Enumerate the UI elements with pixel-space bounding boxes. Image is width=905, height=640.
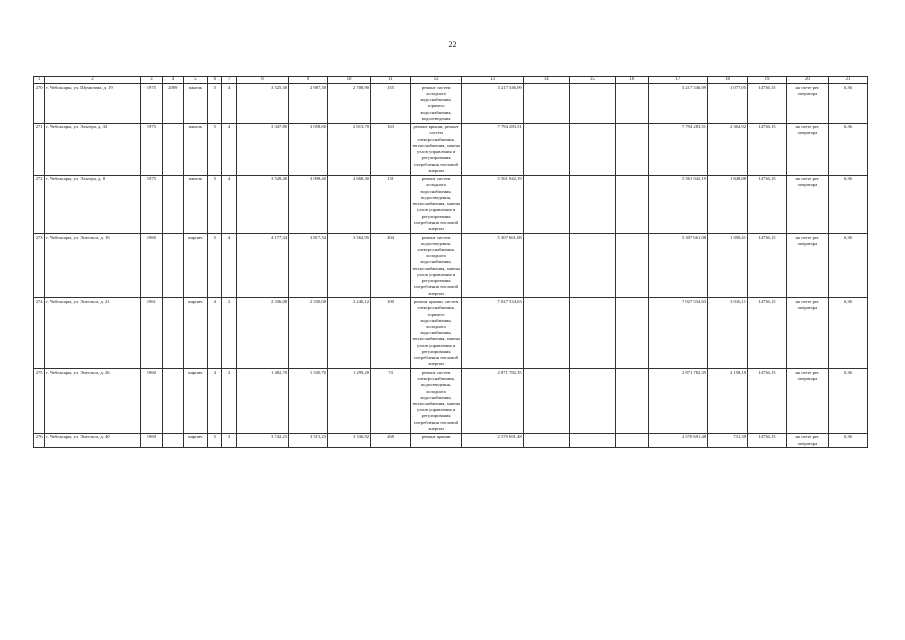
cell-cost-budget-republic bbox=[569, 369, 615, 434]
column-header: 12 bbox=[410, 77, 461, 84]
cell-wall-material: панель bbox=[183, 84, 208, 124]
cell-private-area: 2 668,30 bbox=[328, 175, 371, 233]
cell-work-types: ремонт систем водоотведения, электроснабжения, холодного водоснабжения, теплоснабжения, замена узлов управления и регулирования потребления тепловой энергии bbox=[410, 233, 461, 298]
cell-floors: 4 bbox=[208, 369, 222, 434]
cell-residents: 268 bbox=[371, 433, 411, 448]
cell-year-repair bbox=[163, 233, 183, 298]
cell-wall-material: кирпич bbox=[183, 298, 208, 369]
table-row bbox=[34, 369, 868, 434]
cell-cost-fund bbox=[523, 123, 569, 175]
cell-private-area: 3 336,92 bbox=[328, 433, 371, 448]
cell-address: г. Чебоксары, ул. Шумилова, д. 19 bbox=[45, 84, 140, 124]
table-row bbox=[34, 84, 868, 124]
cell-private-area: 3 562,95 bbox=[328, 233, 371, 298]
cell-private-area: 1 299,20 bbox=[328, 369, 371, 434]
cell-year-built: 1961 bbox=[140, 298, 163, 369]
cell-year-repair bbox=[163, 123, 183, 175]
cell-entrances: 3 bbox=[222, 433, 236, 448]
cell-private-area: 2 246,12 bbox=[328, 298, 371, 369]
cell-entrances: 2 bbox=[222, 298, 236, 369]
cell-rate: 6,36 bbox=[828, 233, 867, 298]
cell-rate: 6,36 bbox=[828, 175, 867, 233]
cell-cost-fund bbox=[523, 433, 569, 448]
cell-work-types: ремонт систем электроснабжения, водоотведения, холодного водоснабжения, теплоснабжения, замена узлов управления и регулирования потребления тепловой энергии bbox=[410, 369, 461, 434]
cell-entrances: 2 bbox=[222, 369, 236, 434]
cell-cost-budget-municipal bbox=[615, 433, 648, 448]
cell-year-built: 1975 bbox=[140, 84, 163, 124]
cell-cost-budget-municipal bbox=[615, 233, 648, 298]
cell-wall-material: кирпич bbox=[183, 233, 208, 298]
cell-limit-cost: 14736,15 bbox=[748, 433, 787, 448]
column-header: 14 bbox=[523, 77, 569, 84]
cell-year-built: 1969 bbox=[140, 433, 163, 448]
cell-residents: 74 bbox=[371, 369, 411, 434]
column-header: 1 bbox=[34, 77, 45, 84]
cell-cost-budget-municipal bbox=[615, 369, 648, 434]
cell-living-area: 3 058,80 bbox=[289, 123, 328, 175]
column-header: 3 bbox=[140, 77, 163, 84]
cell-cost-fund bbox=[523, 233, 569, 298]
cell-rate: 6,36 bbox=[828, 433, 867, 448]
cell-rate: 6,36 bbox=[828, 298, 867, 369]
cell-unit-cost: 2 158,10 bbox=[708, 369, 748, 434]
cell-cost-owners: 5 307 661,08 bbox=[648, 233, 707, 298]
cell-entrances: 4 bbox=[222, 84, 236, 124]
repair-program-table bbox=[33, 76, 868, 448]
cell-floors: 5 bbox=[208, 123, 222, 175]
cell-cost-budget-republic bbox=[569, 433, 615, 448]
cell-year-repair bbox=[163, 175, 183, 233]
cell-year-repair bbox=[163, 369, 183, 434]
cell-residents: 155 bbox=[371, 84, 411, 124]
cell-residents: 131 bbox=[371, 175, 411, 233]
cell-cost-total: 5 307 661,08 bbox=[462, 233, 523, 298]
column-header: 13 bbox=[462, 77, 523, 84]
cell-residents: 163 bbox=[371, 123, 411, 175]
cell-cost-budget-republic bbox=[569, 175, 615, 233]
cell-cost-fund bbox=[523, 298, 569, 369]
cell-year-repair: 2009 bbox=[163, 84, 183, 124]
table-row bbox=[34, 298, 868, 369]
cell-floors: 5 bbox=[208, 84, 222, 124]
column-header: 20 bbox=[786, 77, 828, 84]
cell-unit-cost: 2 364,92 bbox=[708, 123, 748, 175]
cell-cost-total: 3 217 546,09 bbox=[462, 84, 523, 124]
column-header: 16 bbox=[615, 77, 648, 84]
cell-year-built: 1975 bbox=[140, 123, 163, 175]
cell-floors: 5 bbox=[208, 433, 222, 448]
column-header: 2 bbox=[45, 77, 140, 84]
cell-cost-total: 2 871 782,35 bbox=[462, 369, 523, 434]
cell-wall-material: панель bbox=[183, 123, 208, 175]
table-row bbox=[34, 233, 868, 298]
column-header: 5 bbox=[183, 77, 208, 84]
column-number-row bbox=[34, 77, 868, 84]
cell-cost-owners: 2 871 782,35 bbox=[648, 369, 707, 434]
column-header: 6 bbox=[208, 77, 222, 84]
cell-row-number: 276 bbox=[34, 433, 45, 448]
column-header: 10 bbox=[328, 77, 371, 84]
column-header: 11 bbox=[371, 77, 411, 84]
cell-accumulation-method: на счете рег. оператора bbox=[786, 298, 828, 369]
cell-total-area: 1 482,70 bbox=[236, 369, 288, 434]
cell-floors: 5 bbox=[208, 233, 222, 298]
cell-living-area: 1 330,70 bbox=[289, 369, 328, 434]
cell-cost-budget-municipal bbox=[615, 123, 648, 175]
cell-row-number: 275 bbox=[34, 369, 45, 434]
cell-cost-budget-republic bbox=[569, 233, 615, 298]
cell-year-repair bbox=[163, 433, 183, 448]
cell-year-built: 1960 bbox=[140, 233, 163, 298]
cell-accumulation-method: на счете рег. оператора bbox=[786, 233, 828, 298]
cell-total-area: 3 525,30 bbox=[236, 84, 288, 124]
column-header: 9 bbox=[289, 77, 328, 84]
cell-cost-total: 7 794 283,51 bbox=[462, 123, 523, 175]
cell-accumulation-method: на счете рег. оператора bbox=[786, 433, 828, 448]
cell-cost-budget-republic bbox=[569, 298, 615, 369]
cell-cost-total: 5 561 942,19 bbox=[462, 175, 523, 233]
cell-year-built: 1975 bbox=[140, 175, 163, 233]
cell-cost-total: 2 570 691,48 bbox=[462, 433, 523, 448]
column-header: 18 bbox=[708, 77, 748, 84]
cell-unit-cost: 3 016,11 bbox=[708, 298, 748, 369]
cell-entrances: 4 bbox=[222, 123, 236, 175]
table-row bbox=[34, 175, 868, 233]
cell-total-area: 3 742,23 bbox=[236, 433, 288, 448]
column-header: 21 bbox=[828, 77, 867, 84]
cell-row-number: 270 bbox=[34, 84, 45, 124]
cell-rate: 6,36 bbox=[828, 369, 867, 434]
table-row bbox=[34, 433, 868, 448]
cell-unit-cost: 1 848,88 bbox=[708, 175, 748, 233]
cell-residents: 100 bbox=[371, 298, 411, 369]
table-row bbox=[34, 123, 868, 175]
cell-row-number: 273 bbox=[34, 233, 45, 298]
cell-cost-fund bbox=[523, 175, 569, 233]
cell-cost-fund bbox=[523, 369, 569, 434]
cell-wall-material: кирпич bbox=[183, 433, 208, 448]
cell-limit-cost: 14736,15 bbox=[748, 298, 787, 369]
cell-address: г. Чебоксары, ул. Энгельса, д. 19 bbox=[45, 233, 140, 298]
cell-cost-fund bbox=[523, 84, 569, 124]
cell-private-area: 2 708,90 bbox=[328, 84, 371, 124]
column-header: 4 bbox=[163, 77, 183, 84]
cell-cost-owners: 3 217 546,09 bbox=[648, 84, 707, 124]
cell-limit-cost: 14736,15 bbox=[748, 369, 787, 434]
cell-accumulation-method: на счете рег. оператора bbox=[786, 84, 828, 124]
cell-row-number: 271 bbox=[34, 123, 45, 175]
cell-work-types: ремонт крыши bbox=[410, 433, 461, 448]
cell-accumulation-method: на счете рег. оператора bbox=[786, 175, 828, 233]
cell-wall-material: кирпич bbox=[183, 369, 208, 434]
cell-floors: 5 bbox=[208, 175, 222, 233]
cell-cost-budget-republic bbox=[569, 84, 615, 124]
cell-total-area: 3 528,40 bbox=[236, 175, 288, 233]
cell-work-types: ремонт систем холодного водоснабжения, горячего водоснабжения, водоотведения bbox=[410, 84, 461, 124]
cell-floors: 4 bbox=[208, 298, 222, 369]
cell-cost-budget-municipal bbox=[615, 298, 648, 369]
cell-wall-material: панель bbox=[183, 175, 208, 233]
cell-limit-cost: 14736,15 bbox=[748, 233, 787, 298]
cell-living-area: 3 817,34 bbox=[289, 233, 328, 298]
cell-living-area: 2 987,30 bbox=[289, 84, 328, 124]
cell-limit-cost: 14736,15 bbox=[748, 175, 787, 233]
cell-year-built: 1960 bbox=[140, 369, 163, 434]
cell-living-area: 3 515,23 bbox=[289, 433, 328, 448]
cell-work-types: ремонт систем холодного водоснабжения, водоотведения, теплоснабжения, замена узлов управления и регулирования потребления тепловой энергии bbox=[410, 175, 461, 233]
cell-limit-cost: 14736,15 bbox=[748, 84, 787, 124]
cell-work-types: ремонт крыши, ремонт систем электроснабжения, теплоснабжения, замена узлов управления и регулирования потребления тепловой энергии bbox=[410, 123, 461, 175]
cell-address: г. Чебоксары, ул. Эльгера, д. 32 bbox=[45, 123, 140, 175]
cell-address: г. Чебоксары, ул. Эльгера, д. 8 bbox=[45, 175, 140, 233]
cell-unit-cost: 1 390,41 bbox=[708, 233, 748, 298]
cell-cost-budget-republic bbox=[569, 123, 615, 175]
cell-unit-cost: 1 077,05 bbox=[708, 84, 748, 124]
cell-work-types: ремонт крыши, систем электроснабжения, горячего водоснабжения, холодного водоснабжения, теплоснабжения, замена узлов управления и регулирования потребления тепловой энергии bbox=[410, 298, 461, 369]
cell-living-area: 2 330,00 bbox=[289, 298, 328, 369]
cell-accumulation-method: на счете рег. оператора bbox=[786, 123, 828, 175]
page-number: 22 bbox=[448, 40, 457, 49]
cell-address: г. Чебоксары, ул. Энгельса, д. 26 bbox=[45, 369, 140, 434]
column-header: 8 bbox=[236, 77, 288, 84]
cell-cost-budget-municipal bbox=[615, 175, 648, 233]
cell-address: г. Чебоксары, ул. Энгельса, д. 40 bbox=[45, 433, 140, 448]
cell-accumulation-method: на счете рег. оператора bbox=[786, 369, 828, 434]
column-header: 7 bbox=[222, 77, 236, 84]
cell-limit-cost: 14736,15 bbox=[748, 123, 787, 175]
cell-cost-total: 7 027 534,63 bbox=[462, 298, 523, 369]
cell-entrances: 4 bbox=[222, 233, 236, 298]
cell-address: г. Чебоксары, ул. Энгельса, д. 21 bbox=[45, 298, 140, 369]
column-header: 17 bbox=[648, 77, 707, 84]
cell-living-area: 3 098,40 bbox=[289, 175, 328, 233]
cell-rate: 6,36 bbox=[828, 123, 867, 175]
cell-cost-budget-municipal bbox=[615, 84, 648, 124]
cell-row-number: 272 bbox=[34, 175, 45, 233]
cell-cost-owners: 7 794 283,51 bbox=[648, 123, 707, 175]
cell-total-area: 3 347,80 bbox=[236, 123, 288, 175]
cell-unit-cost: 731,30 bbox=[708, 433, 748, 448]
column-header: 15 bbox=[569, 77, 615, 84]
cell-row-number: 274 bbox=[34, 298, 45, 369]
cell-cost-owners: 2 570 691,48 bbox=[648, 433, 707, 448]
cell-total-area: 4 177,34 bbox=[236, 233, 288, 298]
cell-total-area: 2 336,08 bbox=[236, 298, 288, 369]
cell-year-repair bbox=[163, 298, 183, 369]
cell-cost-owners: 5 561 942,19 bbox=[648, 175, 707, 233]
cell-cost-owners: 7 027 534,63 bbox=[648, 298, 707, 369]
cell-rate: 6,36 bbox=[828, 84, 867, 124]
cell-private-area: 2 813,70 bbox=[328, 123, 371, 175]
cell-residents: 204 bbox=[371, 233, 411, 298]
column-header: 19 bbox=[748, 77, 787, 84]
cell-entrances: 4 bbox=[222, 175, 236, 233]
